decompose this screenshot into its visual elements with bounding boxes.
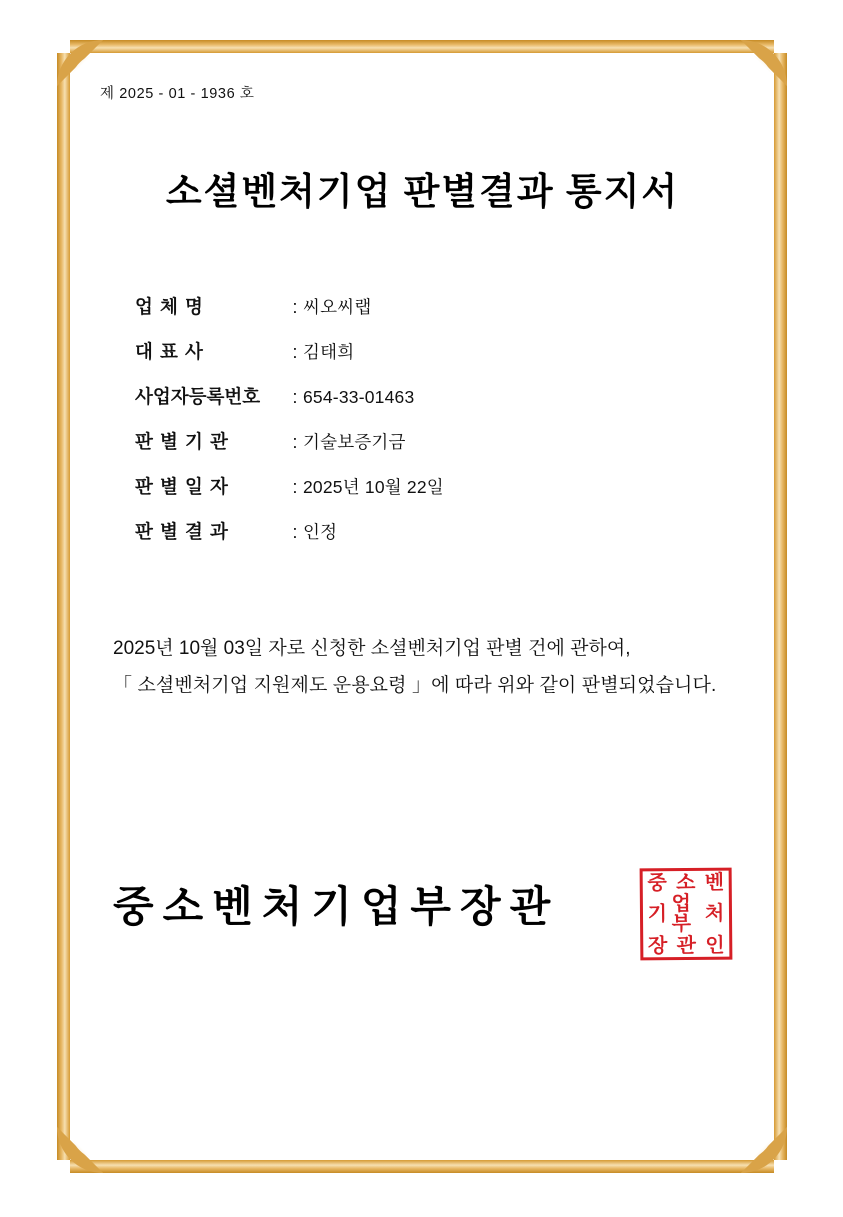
field-colon-judging-date: : [292, 476, 298, 497]
corner-notch-tl [57, 40, 70, 53]
field-colon-judging-result: : [292, 521, 298, 542]
border-band-left [57, 40, 70, 1173]
seal-char-6: 처 [704, 902, 725, 925]
corner-notch-bl [57, 1160, 70, 1173]
page-title: 소셜벤처기업 판별결과 통지서 [165, 172, 680, 213]
statement-line-2: 「 소셜벤처기업 지원제도 운용요령 」에 따라 위와 같이 판별되었습니다. [113, 675, 717, 697]
field-row-judging-agency [135, 428, 750, 454]
border-band-right [774, 40, 787, 1173]
seal-char-5: 업부 [671, 893, 692, 936]
field-row-judging-date [135, 473, 750, 499]
field-label-judging-date: 판 별 일 자 [135, 476, 229, 497]
signature-area [95, 871, 750, 994]
seal-char-7: 장 [647, 934, 668, 957]
field-value-judging-agency: 기술보증기금 [303, 432, 406, 452]
field-value-judging-date: 2025년 10월 22일 [303, 477, 444, 497]
field-label-business-number: 사업자등록번호 [135, 386, 261, 407]
border-band-bottom [57, 1160, 787, 1173]
field-colon-representative: : [292, 341, 298, 362]
field-row-business-number [135, 383, 750, 409]
seal-char-9: 인 [705, 934, 725, 957]
field-row-company-name [135, 293, 750, 319]
border-band-top [57, 40, 787, 53]
field-list [95, 293, 750, 544]
seal-char-8: 관 [676, 934, 697, 957]
seal-char-3: 벤 [704, 871, 725, 894]
corner-notch-br [774, 1160, 787, 1173]
field-value-representative: 김태희 [303, 342, 355, 362]
field-colon-company-name: : [292, 296, 298, 317]
field-label-judging-result: 판 별 결 과 [135, 521, 229, 542]
field-value-judging-result: 인정 [303, 522, 338, 542]
statement-block [95, 630, 750, 704]
certificate-content [95, 70, 750, 994]
official-seal-stamp [640, 868, 733, 961]
corner-notch-tr [774, 40, 787, 53]
signer-title: 중소벤처기업부장관 [113, 885, 560, 932]
field-label-judging-agency: 판 별 기 관 [135, 431, 229, 452]
field-label-representative: 대 표 사 [135, 341, 204, 362]
field-value-company-name: 씨오씨랩 [303, 297, 372, 317]
seal-char-1: 중 [647, 871, 667, 894]
field-colon-judging-agency: : [292, 431, 298, 452]
statement-line-1: 2025년 10월 03일 자로 신청한 소셜벤처기업 판별 건에 관하여, [113, 638, 631, 659]
seal-char-4: 기 [647, 903, 668, 926]
field-value-business-number: 654-33-01463 [303, 387, 415, 407]
field-label-company-name: 업 체 명 [135, 296, 204, 317]
field-row-judging-result [135, 518, 750, 544]
field-colon-business-number: : [292, 386, 298, 407]
field-row-representative [135, 338, 750, 364]
seal-char-2: 소 [675, 871, 696, 894]
document-number: 제 2025 - 01 - 1936 호 [100, 86, 255, 102]
